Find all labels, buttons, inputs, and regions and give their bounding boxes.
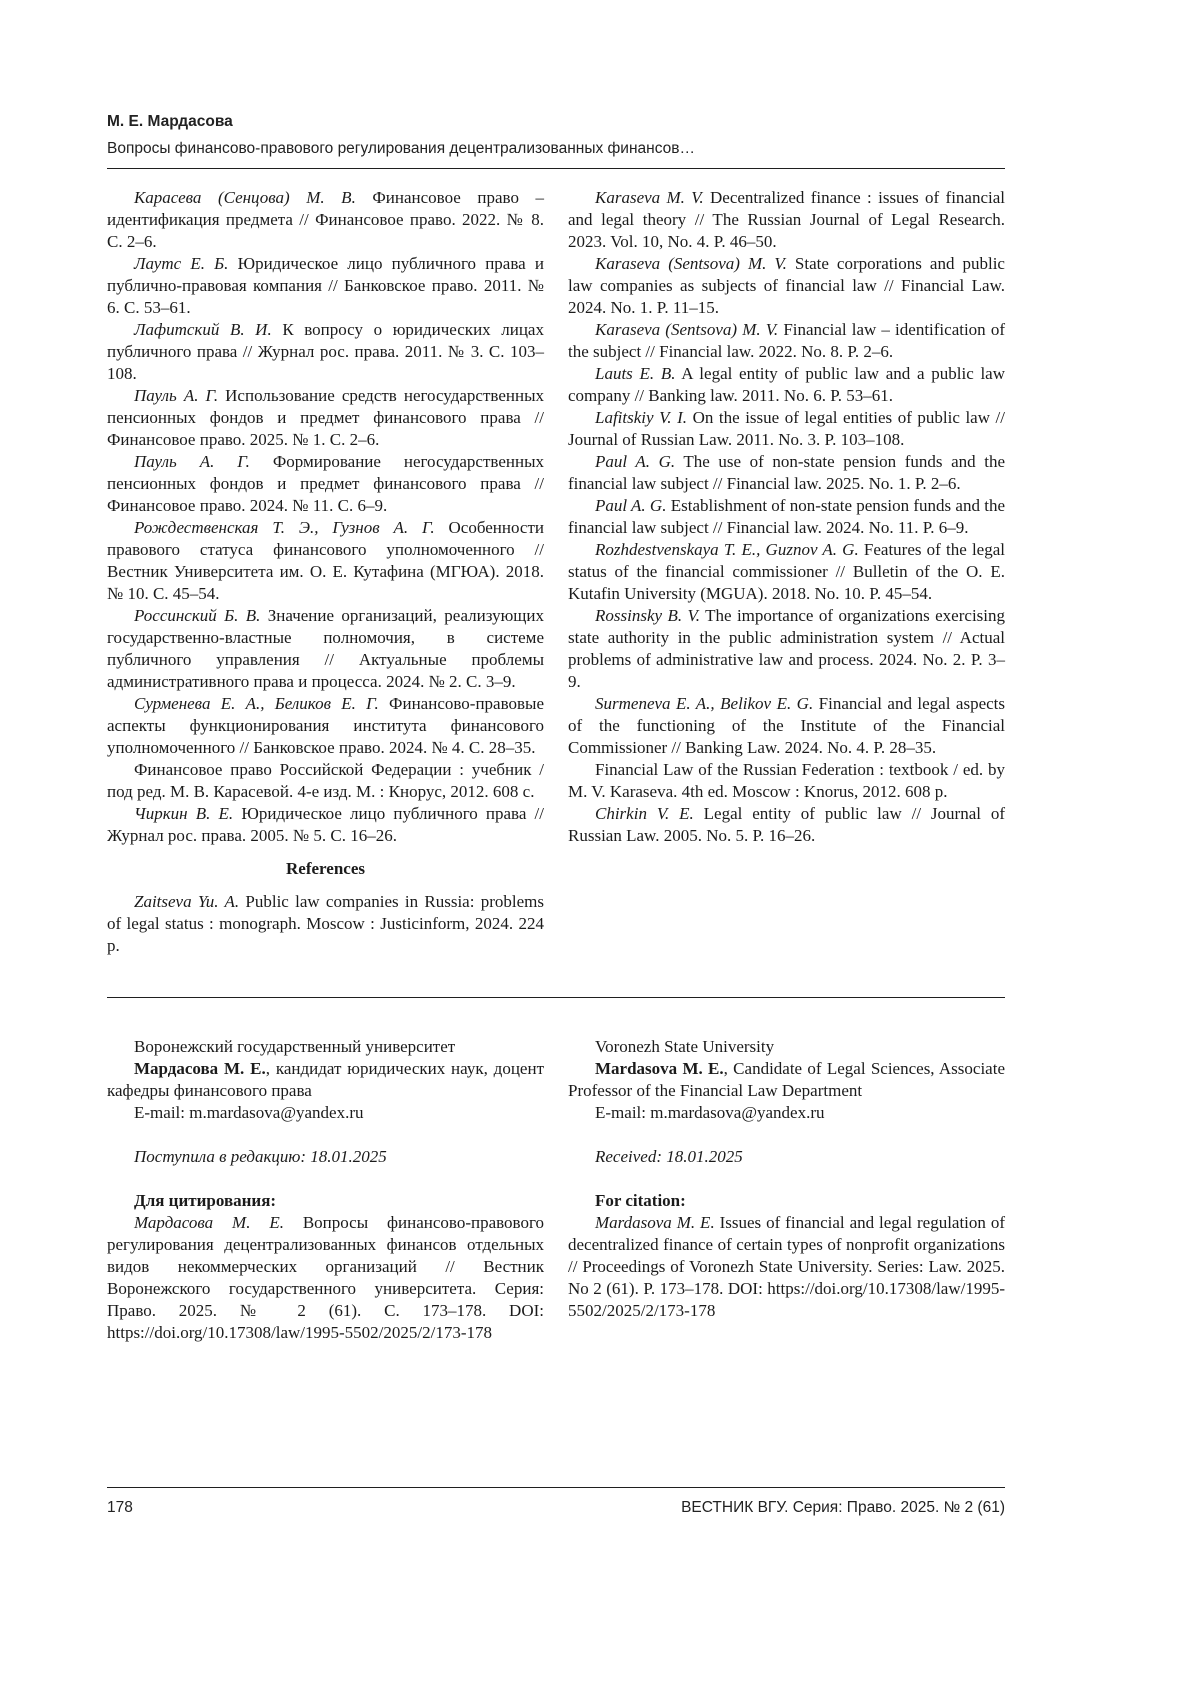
reference-item	[568, 253, 1005, 319]
running-head-title: Вопросы финансово-правового регулирования децентрализованных финансов…	[107, 140, 695, 157]
page-footer	[107, 1487, 1005, 1519]
reference-item	[107, 385, 544, 451]
footer-row	[107, 1497, 1005, 1519]
reference-item	[568, 407, 1005, 451]
english-references-list-start	[107, 891, 544, 957]
reference-text: Decentralized finance : issues of financial and legal theory // The Russian Journal of Legal Research. 2023. Vol. 10, No. 4. P. 46–50.	[568, 188, 1005, 251]
reference-text: Юридическое лицо публичного права и публично-правовая компания // Банковское право. 2011. № 6. С. 53–61.	[107, 254, 544, 317]
university-name-en: Voronezh State University	[595, 1037, 775, 1056]
reference-text: On the issue of legal entities of public law // Journal of Russian Law. 2011. No. 3. P. 103–108.	[568, 408, 1005, 449]
reference-author: Rossinsky B. V.	[595, 606, 700, 625]
citation-en	[568, 1212, 1005, 1322]
reference-item	[107, 605, 544, 693]
reference-author: Лафитский В. И.	[134, 320, 272, 339]
reference-author: Zaitseva Yu. A.	[134, 892, 240, 911]
reference-text: State corporations and public law companies as subjects of financial law // Financial Law. 2024. No. 1. P. 11–15.	[568, 254, 1005, 317]
footer-rule	[107, 1487, 1005, 1488]
author-info-section	[107, 1036, 1005, 1344]
reference-text: The importance of organizations exercising state authority in the public administration system // Actual problems of administrative law and process. 2024. No. 2. P. 3–9.	[568, 606, 1006, 691]
reference-author: Россинский Б. В.	[134, 606, 261, 625]
russian-references-list	[107, 187, 544, 847]
citation-text-ru: Вопросы финансово-правового регулирования децентрализованных финансов отдельных видов некоммерческих организаций // Вестник Воронежского государственного университета. Серия: Право. 2025. № 2 (61). С. 173–178. DOI: https://doi.org/10.17308/law/1995-5502/2025/2/173-178	[107, 1213, 544, 1342]
reference-item	[568, 187, 1005, 253]
reference-text: Financial Law of the Russian Federation : textbook / ed. by M. V. Karaseva. 4th ed. Moscow : Knorus, 2012. 608 p.	[568, 760, 1005, 801]
reference-author: Karaseva (Sentsova) M. V.	[595, 254, 787, 273]
university-name-ru: Воронежский государственный университет	[134, 1037, 456, 1056]
reference-text: Financial law – identification of the subject // Financial law. 2022. No. 8. P. 2–6.	[568, 320, 1005, 361]
citation-ru	[107, 1212, 544, 1344]
author-degree-ru: , кандидат юридических наук, доцент кафедры финансового права	[107, 1059, 545, 1100]
reference-item	[107, 803, 544, 847]
reference-item	[107, 759, 544, 803]
reference-author: Чиркин В. Е.	[134, 804, 234, 823]
reference-text: Использование средств негосударственных пенсионных фондов и предмет финансового права // Финансовое право. 2025. № 1. С. 2–6.	[107, 386, 544, 449]
reference-author: Paul A. G.	[595, 496, 667, 515]
reference-item	[107, 693, 544, 759]
author-email-en: E-mail: m.mardasova@yandex.ru	[595, 1103, 825, 1122]
received-date-en: Received: 18.01.2025	[595, 1147, 743, 1166]
reference-text: Financial and legal aspects of the functioning of the Institute of the Financial Commissioner // Banking Law. 2024. No. 4. P. 28–35.	[568, 694, 1005, 757]
reference-author: Lafitskiy V. I.	[595, 408, 688, 427]
author-email-ru: E-mail: m.mardasova@yandex.ru	[134, 1103, 364, 1122]
reference-author: Paul A. G.	[595, 452, 676, 471]
reference-author: Карасева (Сенцова) М. В.	[134, 188, 356, 207]
received-date-ru: Поступила в редакцию: 18.01.2025	[134, 1147, 387, 1166]
reference-item	[568, 803, 1005, 847]
reference-text: Establishment of non-state pension funds and the financial law subject // Financial law. 2024. No. 11. P. 6–9.	[568, 496, 1005, 537]
reference-author: Karaseva (Sentsova) M. V.	[595, 320, 779, 339]
reference-author: Surmeneva E. A., Belikov E. G.	[595, 694, 814, 713]
reference-text: Финансовое право Российской Федерации : учебник / под ред. М. В. Карасевой. 4-е изд. М. : Кнорус, 2012. 608 с.	[107, 760, 544, 801]
reference-text: Формирование негосударственных пенсионных фондов и предмет финансового права // Финансовое право. 2024. № 11. С. 6–9.	[107, 452, 544, 515]
reference-text: Финансовое право – идентификация предмета // Финансовое право. 2022. № 8. С. 2–6.	[107, 188, 544, 251]
reference-text: Features of the legal status of the financial commissioner // Bulletin of the O. E. Kutafin University (MGUA). 2018. No. 10. P. 45–54.	[568, 540, 1005, 603]
reference-author: Рождественская Т. Э., Гузнов А. Г.	[134, 518, 435, 537]
reference-text: Public law companies in Russia: problems of legal status : monograph. Moscow : Justicinform, 2024. 224 p.	[107, 892, 544, 955]
reference-item	[568, 693, 1005, 759]
reference-text: The use of non-state pension funds and the financial law subject // Financial law. 2025. No. 1. P. 2–6.	[568, 452, 1005, 493]
reference-item	[107, 187, 544, 253]
references-section	[107, 187, 1005, 957]
reference-item	[107, 319, 544, 385]
reference-item	[568, 319, 1005, 363]
reference-author: Chirkin V. E.	[595, 804, 694, 823]
reference-text: Значение организаций, реализующих государственно-властные полномочия, в системе публичного управления // Актуальные проблемы административного права и процесса. 2024. № 2. С. 3–9.	[107, 606, 544, 691]
reference-item	[107, 253, 544, 319]
reference-text: A legal entity of public law and a public law company // Banking law. 2011. No. 6. P. 53–61.	[568, 364, 1006, 405]
reference-item	[568, 539, 1005, 605]
section-divider-rule	[107, 997, 1005, 998]
reference-item	[107, 891, 544, 957]
author-name-en: Mardasova M. E.	[595, 1059, 724, 1078]
reference-author: Lauts E. B.	[595, 364, 676, 383]
reference-item	[568, 495, 1005, 539]
journal-title-line: ВЕСТНИК ВГУ. Серия: Право. 2025. № 2 (61)	[681, 1499, 1005, 1516]
left-column	[107, 187, 544, 957]
running-head-author: М. Е. Мардасова	[107, 113, 233, 130]
citation-heading-ru: Для цитирования:	[134, 1191, 277, 1210]
reference-author: Rozhdestvenskaya T. E., Guznov A. G.	[595, 540, 859, 559]
reference-item	[107, 451, 544, 517]
reference-item	[568, 451, 1005, 495]
reference-item	[107, 517, 544, 605]
reference-item	[568, 759, 1005, 803]
reference-text: Особенности правового статуса финансового уполномоченного // Вестник Университета им. О. Е. Кутафина (МГЮА). 2018. № 10. С. 45–54.	[107, 518, 544, 603]
reference-author: Пауль А. Г.	[134, 386, 219, 405]
reference-text: К вопросу о юридических лицах публичного права // Журнал рос. права. 2011. № 3. С. 103–108.	[107, 320, 544, 383]
reference-item	[568, 605, 1005, 693]
reference-author: Лаутс Е. Б.	[134, 254, 229, 273]
reference-author: Пауль А. Г.	[134, 452, 250, 471]
references-heading: References	[286, 859, 365, 878]
right-column	[568, 187, 1005, 957]
reference-author: Сурменева Е. А., Беликов Е. Г.	[134, 694, 379, 713]
author-info-en	[568, 1036, 1005, 1344]
reference-text: Юридическое лицо публичного права // Журнал рос. права. 2005. № 5. С. 16–26.	[107, 804, 544, 845]
author-name-ru: Мардасова М. Е.	[134, 1059, 266, 1078]
english-references-list	[568, 187, 1005, 847]
header-rule	[107, 168, 1005, 169]
author-degree-en: , Candidate of Legal Sciences, Associate Professor of the Financial Law Department	[568, 1059, 1006, 1100]
page-number: 178	[107, 1499, 133, 1516]
reference-text: Финансово-правовые аспекты функционирования института финансового уполномоченного // Банковское право. 2024. № 4. С. 28–35.	[107, 694, 544, 757]
citation-author-ru: Мардасова М. Е.	[134, 1213, 284, 1232]
author-credentials-en	[568, 1058, 1005, 1102]
author-credentials-ru	[107, 1058, 544, 1102]
reference-text: Legal entity of public law // Journal of Russian Law. 2005. No. 5. P. 16–26.	[568, 804, 1005, 845]
running-head	[107, 112, 1005, 169]
reference-author: Karaseva M. V.	[595, 188, 704, 207]
citation-heading-en: For citation:	[595, 1191, 686, 1210]
reference-item	[568, 363, 1005, 407]
author-info-ru	[107, 1036, 544, 1344]
citation-text-en: Issues of financial and legal regulation of decentralized finance of certain types of nonprofit organizations // Proceedings of Voronezh State University. Series: Law. 2025. No 2 (61). P. 173–178. DOI: https://doi.org/10.17308/law/1995-5502/2025/2/173-178	[568, 1213, 1005, 1320]
citation-author-en: Mardasova M. E.	[595, 1213, 715, 1232]
